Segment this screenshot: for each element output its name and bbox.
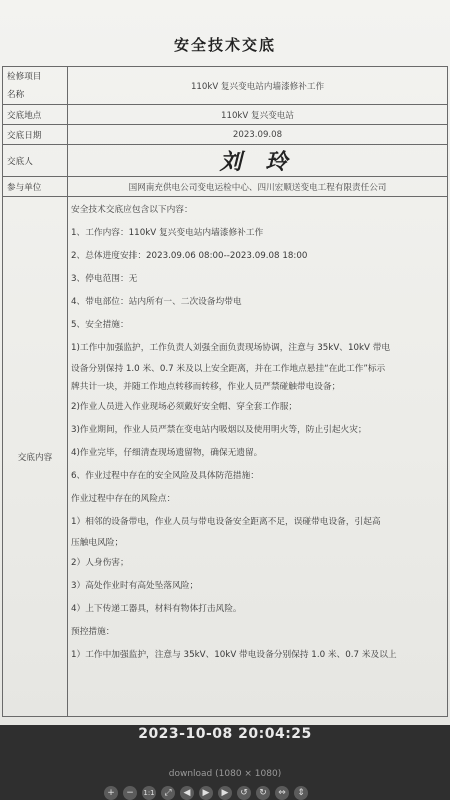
row-label-project <box>3 67 68 105</box>
zoom-in-icon[interactable]: + <box>104 786 118 800</box>
rotate-right-icon[interactable]: ↻ <box>256 786 270 800</box>
content-line: 3)作业期间，作业人员严禁在变电站内吸烟以及使用明火等，防止引起火灾； <box>71 425 367 435</box>
row-label-location: 交底地点 <box>3 105 68 125</box>
zoom-out-icon[interactable]: − <box>123 786 137 800</box>
viewer-toolbar <box>104 786 308 800</box>
play-icon[interactable]: ▶ <box>199 786 213 800</box>
content-line: 1、工作内容：110kV 复兴变电站内墙漆修补工作 <box>71 228 264 238</box>
row-value-project: 110kV 复兴变电站内墙漆修补工作 <box>68 67 448 105</box>
content-line: 3、停电范围：无 <box>71 274 138 284</box>
flip-vertical-icon[interactable]: ⇕ <box>294 786 308 800</box>
content-line: 压触电风险； <box>71 538 124 548</box>
disclosure-table <box>2 66 448 717</box>
table-row <box>3 67 448 105</box>
content-line: 6、作业过程中存在的安全风险及具体防范措施： <box>71 471 259 481</box>
next-icon[interactable]: ▶ <box>218 786 232 800</box>
row-label-line: 名称 <box>7 89 25 100</box>
content-line: 2）人身伤害； <box>71 558 129 568</box>
rotate-left-icon[interactable]: ↺ <box>237 786 251 800</box>
table-row <box>3 145 448 177</box>
handwritten-signature: 刘 玲 <box>219 149 296 175</box>
content-line: 4）上下传递工器具，材料有物体打击风险。 <box>71 604 242 614</box>
previous-icon[interactable]: ◀ <box>180 786 194 800</box>
row-value-units: 国网南充供电公司变电运检中心、四川宏顺送变电工程有限责任公司 <box>68 177 448 197</box>
table-row <box>3 197 448 717</box>
content-line: 3）高处作业时有高处坠落风险； <box>71 581 199 591</box>
row-value-date: 2023.09.08 <box>68 125 448 145</box>
content-line: 设备分别保持 1.0 米、0.7 米及以上安全距离，并在工作地点悬挂“在此工作”标示 <box>71 364 386 374</box>
fit-screen-icon[interactable]: ⤢ <box>161 786 175 800</box>
content-line: 5、安全措施： <box>71 320 129 330</box>
content-line: 4)作业完毕，仔细清查现场遗留物，确保无遗留。 <box>71 448 263 458</box>
row-value-discloser <box>68 145 448 177</box>
content-line: 1）工作中加强监护，注意与 35kV、10kV 带电设备分别保持 1.0 米、0.7 米及以上 <box>71 650 397 660</box>
content-line: 4、带电部位：站内所有一、二次设备均带电 <box>71 297 242 307</box>
document-title: 安全技术交底 <box>173 36 276 54</box>
row-label-discloser: 交底人 <box>3 145 68 177</box>
actual-size-icon[interactable]: 1:1 <box>142 786 156 800</box>
content-line: 预控措施： <box>71 627 115 637</box>
row-label-date: 交底日期 <box>3 125 68 145</box>
content-line: 安全技术交底应包含以下内容： <box>71 205 193 215</box>
row-value-location: 110kV 复兴变电站 <box>68 105 448 125</box>
row-label-line: 检修项目 <box>7 71 42 82</box>
table-row <box>3 105 448 125</box>
content-line: 2)作业人员进入作业现场必须戴好安全帽、穿全套工作服； <box>71 402 298 412</box>
content-line: 1）相邻的设备带电，作业人员与带电设备安全距离不足，误碰带电设备，引起高 <box>71 517 381 527</box>
content-line: 作业过程中存在的风险点： <box>71 494 176 504</box>
content-line: 2、总体进度安排：2023.09.06 08:00--2023.09.08 18:00 <box>71 251 308 261</box>
row-value-content <box>68 197 448 717</box>
flip-horizontal-icon[interactable]: ⇔ <box>275 786 289 800</box>
photo-timestamp: 2023-10-08 20:04:25 <box>138 726 312 742</box>
table-row <box>3 177 448 197</box>
row-label-content: 交底内容 <box>3 197 68 717</box>
download-link[interactable]: download (1080 × 1080) <box>168 769 282 779</box>
content-line: 牌共计一块，并随工作地点转移而转移，作业人员严禁碰触带电设备； <box>71 382 341 392</box>
content-line: 1)工作中加强监护，工作负责人刘强全面负责现场协调，注意与 35kV、10kV 带电 <box>71 343 391 353</box>
row-label-units: 参与单位 <box>3 177 68 197</box>
table-row <box>3 125 448 145</box>
